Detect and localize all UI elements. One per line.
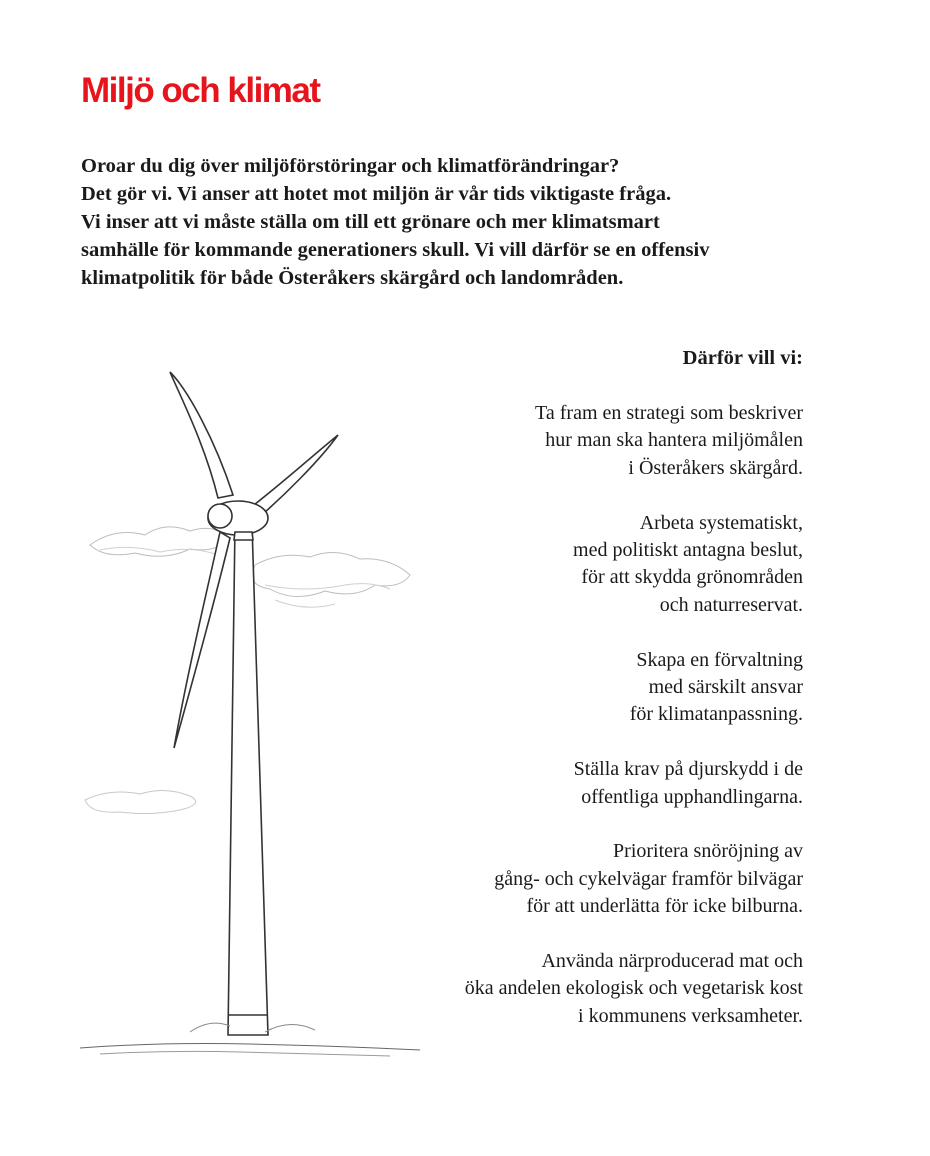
list-item xyxy=(323,756,803,811)
point-line: Prioritera snöröjning av xyxy=(613,840,803,863)
point-line: för att skydda grönområden xyxy=(581,566,803,589)
point-line: Ta fram en strategi som beskriver xyxy=(535,402,803,424)
intro-paragraph xyxy=(81,152,841,292)
point-line: Ställa krav på djurskydd i de xyxy=(573,758,803,781)
point-line: öka andelen ekologisk och vegetarisk kost xyxy=(464,977,803,1000)
list-item xyxy=(323,838,803,920)
point-line: med särskilt ansvar xyxy=(648,676,803,699)
point-line: för att underlätta för icke bilburna. xyxy=(526,895,803,918)
list-item xyxy=(323,400,803,482)
point-line: med politiskt antagna beslut, xyxy=(573,539,803,562)
intro-line: Oroar du dig över miljöförstöringar och klimatförändringar? xyxy=(81,155,620,177)
intro-line: Det gör vi. Vi anser att hotet mot miljön är vår tids viktigaste fråga. xyxy=(81,183,672,205)
list-item xyxy=(323,647,803,729)
page-title: Miljö och klimat xyxy=(81,71,320,110)
point-line: i kommunens verksamheter. xyxy=(578,1004,803,1027)
point-line: Använda närproducerad mat och xyxy=(541,950,803,973)
nacelle xyxy=(208,501,268,540)
points-list xyxy=(323,400,803,1058)
point-line: Arbeta systematiskt, xyxy=(639,511,803,534)
list-item xyxy=(323,510,803,620)
cloud-low xyxy=(85,790,196,813)
point-line: och naturreservat. xyxy=(659,593,803,616)
point-line: offentliga upphandlingarna. xyxy=(581,785,803,808)
list-item xyxy=(323,948,803,1030)
point-line: Skapa en förvaltning xyxy=(636,648,803,671)
intro-line: klimatpolitik för både Österåkers skärgård och landområden. xyxy=(81,267,624,289)
intro-line: samhälle för kommande generationers skull. Vi vill därför se en offensiv xyxy=(81,239,710,261)
tower xyxy=(228,525,268,1035)
list-heading: Därför vill vi: xyxy=(682,347,803,369)
point-line: för klimatanpassning. xyxy=(629,703,803,726)
intro-line: Vi inser att vi måste ställa om till ett grönare och mer klimatsmart xyxy=(81,211,660,233)
point-line: gång- och cykelvägar framför bilvägar xyxy=(494,867,803,890)
cloud-left xyxy=(90,527,230,556)
point-line: i Österåkers skärgård. xyxy=(628,456,803,479)
point-line: hur man ska hantera miljömålen xyxy=(545,429,803,452)
